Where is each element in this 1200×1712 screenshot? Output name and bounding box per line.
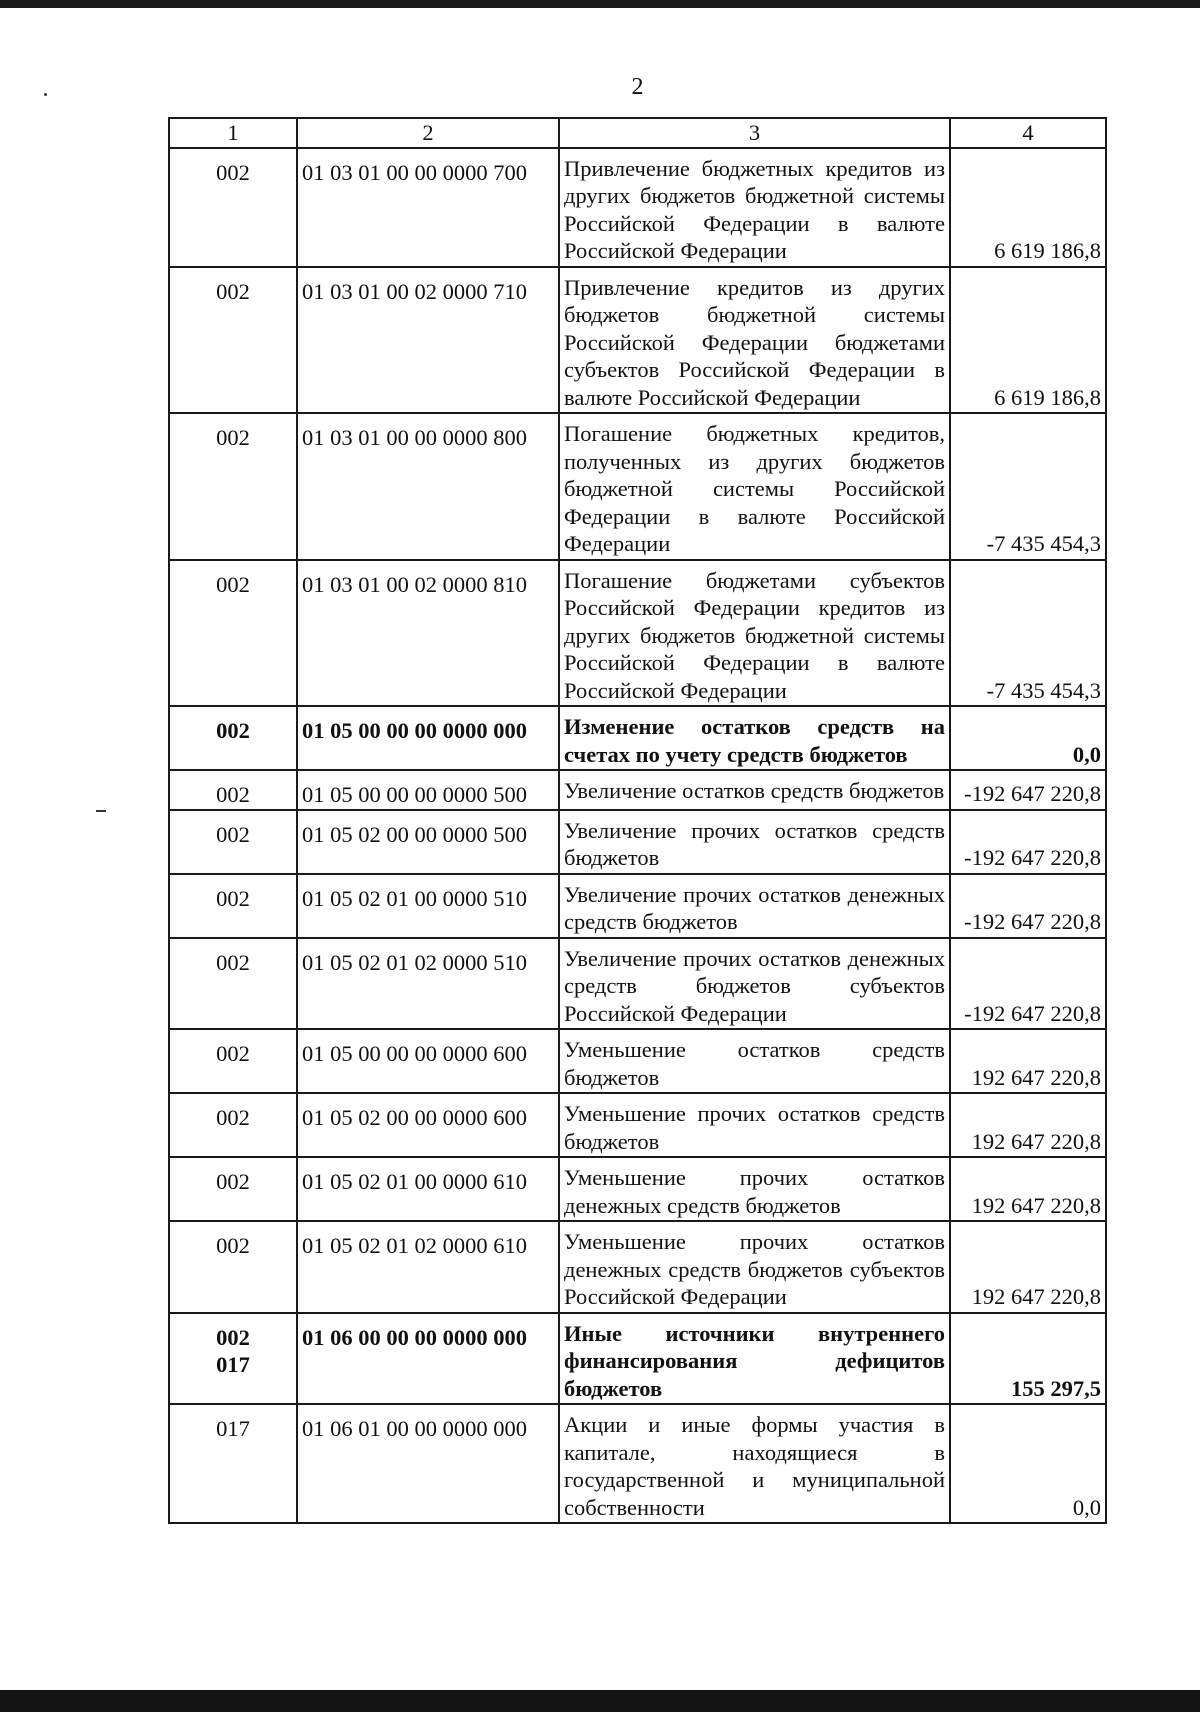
amount-cell: 192 647 220,8 [950,1157,1106,1221]
source-name-cell: Уменьшение прочих остатков денежных средств бюджетов субъектов Российской Федерации [559,1221,950,1313]
admin-code-cell [169,1221,297,1313]
admin-code-cell [169,560,297,707]
source-name-cell: Уменьшение прочих остатков средств бюджетов [559,1093,950,1157]
admin-code: 002 [216,949,250,975]
source-name-cell: Увеличение прочих остатков средств бюджетов [559,810,950,874]
header-col-3: 3 [559,118,950,148]
admin-code: 002 [216,1169,250,1194]
classification-code-cell: 01 05 02 01 00 0000 510 [297,874,559,938]
amount-cell: 192 647 220,8 [950,1093,1106,1157]
source-name-cell: Изменение остатков средств на счетах по учету средств бюджетов [559,706,950,770]
source-name-cell: Акции и иные формы участия в капитале, находящиеся в государственной и муниципальной собственности [559,1404,950,1523]
admin-code-cell [169,1404,297,1523]
table-row [169,938,1106,1030]
table-row [169,1029,1106,1093]
table-row [169,1404,1106,1523]
classification-code-cell: 01 05 00 00 00 0000 600 [297,1029,559,1093]
amount-cell: 192 647 220,8 [950,1029,1106,1093]
table-row [169,1157,1106,1221]
table-row [169,770,1106,810]
classification-code-cell: 01 05 00 00 00 0000 000 [297,706,559,770]
classification-code-cell: 01 05 02 01 02 0000 610 [297,1221,559,1313]
classification-code-cell: 01 05 02 01 00 0000 610 [297,1157,559,1221]
source-name-cell: Привлечение кредитов из других бюджетов бюджетной системы Российской Федерации бюджетами субъектов Российской Федерации в валюте Российской Федерации [559,267,950,414]
admin-code-cell [169,810,297,874]
table-row [169,874,1106,938]
admin-code-cell [169,1313,297,1405]
admin-code: 017 [216,1352,250,1377]
budget-sources-table [168,117,1107,1524]
amount-cell: 155 297,5 [950,1313,1106,1405]
source-name-cell: Увеличение остатков средств бюджетов [559,770,950,810]
amount-cell: -192 647 220,8 [950,874,1106,938]
source-name-cell: Уменьшение прочих остатков денежных средств бюджетов [559,1157,950,1221]
admin-code-cell [169,1093,297,1157]
scan-top-border [0,0,1200,8]
admin-code: 002 [216,1041,250,1066]
table-row [169,413,1106,560]
admin-code-cell [169,1157,297,1221]
amount-cell: -192 647 220,8 [950,810,1106,874]
table-row [169,706,1106,770]
classification-code-cell: 01 03 01 00 02 0000 710 [297,267,559,414]
classification-code-cell: 01 05 02 01 02 0000 510 [297,938,559,1030]
amount-cell: 0,0 [950,1404,1106,1523]
header-col-2: 2 [297,118,559,148]
classification-code-cell: 01 03 01 00 00 0000 700 [297,148,559,267]
classification-code-cell: 01 03 01 00 00 0000 800 [297,413,559,560]
admin-code: 002 [216,1105,250,1130]
amount-cell: -192 647 220,8 [950,938,1106,1030]
admin-code-cell [169,1029,297,1093]
admin-code-cell [169,148,297,267]
amount-cell: -192 647 220,8 [950,770,1106,810]
admin-code-cell [169,874,297,938]
table-row [169,1221,1106,1313]
table-row [169,1093,1106,1157]
admin-code: 002 [216,782,250,807]
admin-code: 002 [216,1324,250,1350]
source-name-cell: Привлечение бюджетных кредитов из других бюджетов бюджетной системы Российской Федерации в валюте Российской Федерации [559,148,950,267]
admin-code: 002 [216,718,250,743]
source-name-cell: Увеличение прочих остатков денежных средств бюджетов субъектов Российской Федерации [559,938,950,1030]
classification-code-cell: 01 05 02 00 00 0000 500 [297,810,559,874]
header-col-1: 1 [169,118,297,148]
source-name-cell: Увеличение прочих остатков денежных средств бюджетов [559,874,950,938]
classification-code-cell: 01 06 00 00 00 0000 000 [297,1313,559,1405]
table-body [169,148,1106,1524]
table-row [169,560,1106,707]
table-row [169,810,1106,874]
admin-code-cell [169,706,297,770]
admin-code-cell [169,938,297,1030]
amount-cell: -7 435 454,3 [950,413,1106,560]
table-row [169,267,1106,414]
admin-code: 002 [216,278,250,304]
table-header [169,118,1106,148]
admin-code: 002 [216,159,250,185]
page-number: 2 [631,74,644,100]
table-row [169,148,1106,267]
source-name-cell: Уменьшение остатков средств бюджетов [559,1029,950,1093]
classification-code-cell: 01 06 01 00 00 0000 000 [297,1404,559,1523]
scan-bottom-border [0,1690,1200,1712]
admin-code-cell [169,267,297,414]
source-name-cell: Погашение бюджетами субъектов Российской Федерации кредитов из других бюджетов бюджетной системы Российской Федерации в валюте Российской Федерации [559,560,950,707]
amount-cell: -7 435 454,3 [950,560,1106,707]
admin-code: 002 [216,571,250,597]
amount-cell: 6 619 186,8 [950,148,1106,267]
admin-code: 002 [216,425,250,450]
header-col-4: 4 [950,118,1106,148]
classification-code-cell: 01 05 00 00 00 0000 500 [297,770,559,810]
admin-code: 002 [216,1233,250,1258]
admin-code: 017 [216,1416,250,1441]
amount-cell: 0,0 [950,706,1106,770]
amount-cell: 192 647 220,8 [950,1221,1106,1313]
admin-code: 002 [216,885,250,911]
classification-code-cell: 01 05 02 00 00 0000 600 [297,1093,559,1157]
admin-code-cell [169,770,297,810]
amount-cell: 6 619 186,8 [950,267,1106,414]
scan-mark [96,810,106,812]
table-row [169,1313,1106,1405]
classification-code-cell: 01 03 01 00 02 0000 810 [297,560,559,707]
header-row [169,118,1106,148]
source-name-cell: Погашение бюджетных кредитов, полученных из других бюджетов бюджетной системы Российской Федерации в валюте Российской Федерации [559,413,950,560]
source-name-cell: Иные источники внутреннего финансирования дефицитов бюджетов [559,1313,950,1405]
admin-code: 002 [216,821,250,847]
admin-code-cell [169,413,297,560]
